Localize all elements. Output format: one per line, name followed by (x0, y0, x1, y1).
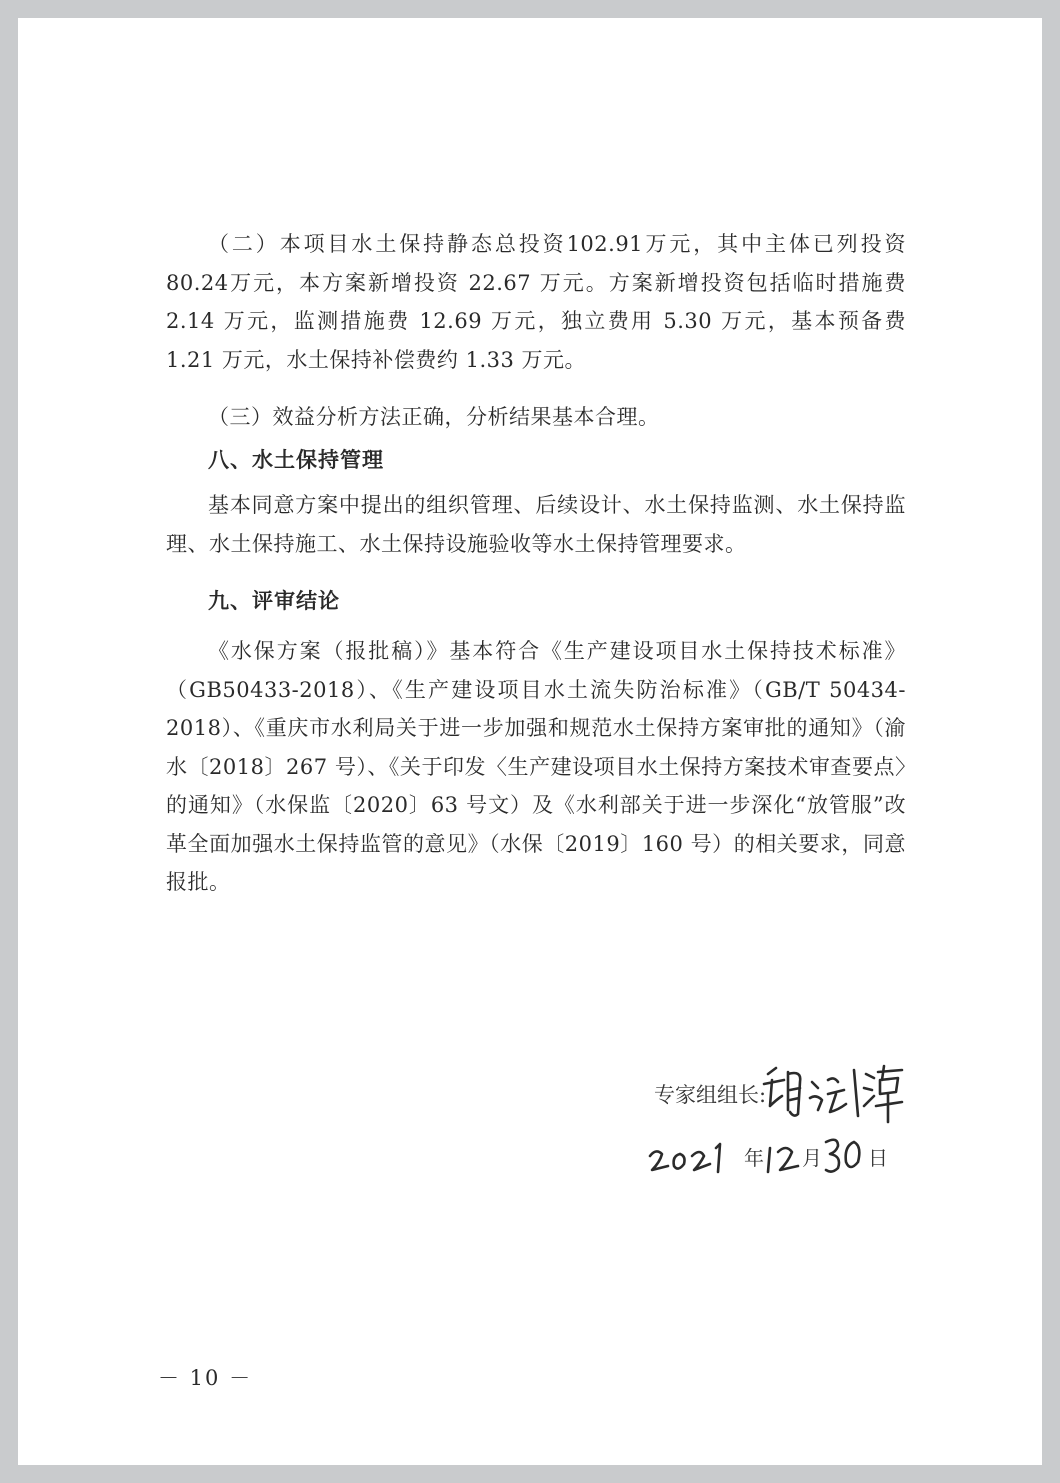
handwritten-signature (758, 1060, 908, 1130)
page-number: － 10 － (158, 1366, 253, 1390)
day-unit: 日 (868, 1146, 888, 1170)
section-heading-conclusion: 九、评审结论 (208, 589, 340, 613)
document-page (18, 18, 1042, 1465)
investment-paragraph: （二）本项目水土保持静态总投资102.91万元，其中主体已列投资80.24万元，本方案新增投资 22.67 万元。方案新增投资包括临时措施费 2.14 万元，监测措施费 12.69 万元，独立费用 5.30 万元，基本预备费 1.21 万元，水土保持补偿费约 1.33 万元。 (166, 232, 906, 372)
year-unit: 年 (744, 1146, 764, 1170)
conclusion-paragraph: 《水保方案（报批稿）》基本符合《生产建设项目水土保持技术标准》（GB50433-2018）、《生产建设项目水土流失防治标准》（GB/T 50434-2018）、《重庆市水利局关于进一步加强和规范水土保持方案审批的通知》（渝水〔2018〕267 号）、《关于印发〈生产建设项目水土保持方案技术审查要点〉的通知》（水保监〔2020〕63 号文）及《水利部关于进一步深化“放管服”改革全面加强水土保持监管的意见》（水保〔2019〕160 号）的相关要求，同意报批。 (166, 639, 906, 894)
date-line (646, 1132, 906, 1182)
month-unit: 月 (802, 1146, 822, 1170)
management-paragraph: 基本同意方案中提出的组织管理、后续设计、水土保持监测、水土保持监理、水土保持施工、水土保持设施验收等水土保持管理要求。 (166, 493, 906, 556)
handwritten-month (764, 1132, 802, 1182)
handwritten-year (646, 1132, 742, 1182)
handwritten-day (822, 1132, 870, 1182)
section-heading-management: 八、水土保持管理 (208, 448, 384, 472)
benefit-paragraph: （三）效益分析方法正确，分析结果基本合理。 (208, 405, 660, 429)
signature-label: 专家组组长: (654, 1083, 767, 1107)
